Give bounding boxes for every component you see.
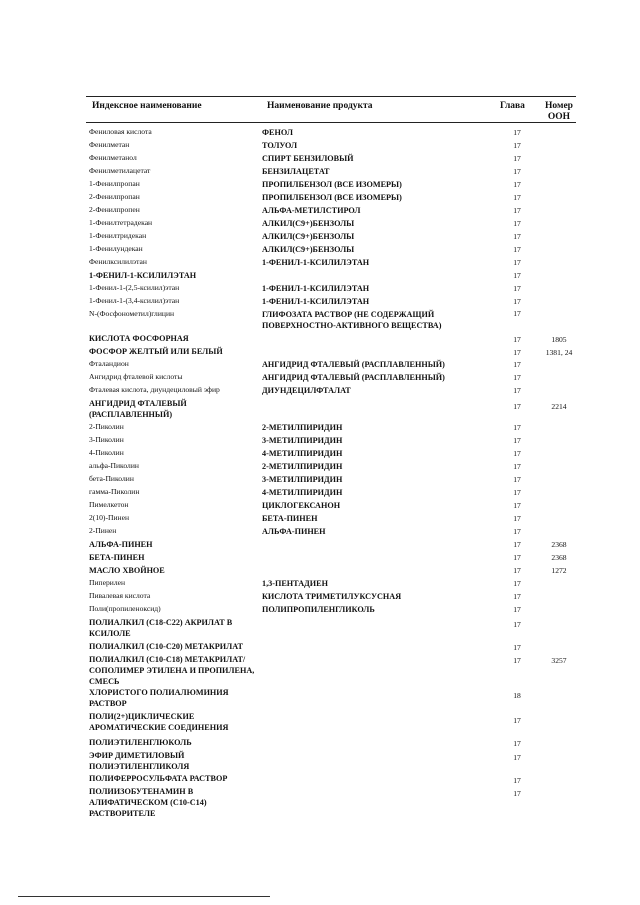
index-name-cell: 3-Пиколин — [89, 435, 124, 444]
index-name-cell: ПОЛИЭТИЛЕНГЛЮКОЛЬ — [89, 738, 192, 747]
chapter-cell: 17 — [513, 449, 521, 458]
chapter-cell: 17 — [513, 540, 521, 549]
index-name-cell: 2-Пинен — [89, 526, 117, 535]
index-name-cell: Фенилксилилэтан — [89, 257, 147, 266]
chapter-cell: 17 — [513, 656, 521, 665]
chapter-cell: 17 — [513, 258, 521, 267]
un-number-cell: 2214 — [551, 402, 567, 411]
chapter-cell: 17 — [513, 579, 521, 588]
index-name-cell: ХЛОРИСТОГО ПОЛИАЛЮМИНИЯ РАСТВОР — [89, 688, 229, 708]
index-name-cell: ЭФИР ДИМЕТИЛОВЫЙ ПОЛИЭТИЛЕНГЛИКОЛЯ — [89, 751, 190, 771]
chapter-cell: 17 — [513, 592, 521, 601]
index-name-cell: гамма-Пиколин — [89, 487, 140, 496]
index-name-cell: 1-Фенилтетрадекан — [89, 218, 153, 227]
product-name-cell: 2-МЕТИЛПИРИДИН — [262, 462, 343, 471]
product-name-cell: АЛКИЛ(С9+)БЕНЗОЛЫ — [262, 232, 355, 241]
index-name-cell: АЛЬФА-ПИНЕН — [89, 540, 153, 549]
product-name-cell: 3-МЕТИЛПИРИДИН — [262, 436, 343, 445]
chapter-cell: 17 — [513, 193, 521, 202]
product-name-cell: СПИРТ БЕНЗИЛОВЫЙ — [262, 154, 354, 163]
index-name-cell: 1-Фенил-1-(3,4-ксилил)этан — [89, 296, 180, 305]
index-name-cell: Фталевая кислота, диундециловый эфир — [89, 385, 220, 394]
index-name-cell: МАСЛО ХВОЙНОЕ — [89, 566, 165, 575]
index-name-cell: 1-Фенилундекан — [89, 244, 143, 253]
chapter-cell: 17 — [513, 527, 521, 536]
product-name-cell: ПРОПИЛБЕНЗОЛ (ВСЕ ИЗОМЕРЫ) — [262, 193, 402, 202]
chapter-cell: 17 — [513, 128, 521, 137]
header-un-number: Номер ООН — [545, 101, 573, 122]
product-name-cell: 1-ФЕНИЛ-1-КСИЛИЛЭТАН — [262, 284, 370, 293]
product-name-cell: ФЕНОЛ — [262, 128, 293, 137]
index-name-cell: Пиперилен — [89, 578, 126, 587]
header-bottom-rule — [86, 122, 576, 123]
product-name-cell: БЕТА-ПИНЕН — [262, 514, 318, 523]
header-product-name: Наименование продукта — [267, 101, 373, 111]
index-name-cell: N-(Фосфонометил)глицин — [89, 309, 175, 318]
chapter-cell: 17 — [513, 271, 521, 280]
header-chapter: Глава — [500, 101, 525, 111]
index-name-cell: Пимелкетон — [89, 500, 129, 509]
product-name-cell: 2-МЕТИЛПИРИДИН — [262, 423, 343, 432]
un-number-cell: 1805 — [551, 335, 567, 344]
index-name-cell: Ангидрид фталевой кислоты — [89, 372, 183, 381]
chapter-cell: 17 — [513, 206, 521, 215]
chapter-cell: 17 — [513, 309, 521, 318]
chapter-cell: 17 — [513, 643, 521, 652]
chapter-cell: 17 — [513, 180, 521, 189]
product-name-cell: АНГИДРИД ФТАЛЕВЫЙ (РАСПЛАВЛЕННЫЙ) — [262, 373, 445, 382]
product-name-cell: ПОЛИПРОПИЛЕНГЛИКОЛЬ — [262, 605, 375, 614]
product-name-cell: ЦИКЛОГЕКСАНОН — [262, 501, 341, 510]
index-name-cell: 1-Фенилтридекан — [89, 231, 147, 240]
chapter-cell: 17 — [513, 566, 521, 575]
chapter-cell: 17 — [513, 297, 521, 306]
index-name-cell: ПОЛИАЛКИЛ (С10-С20) МЕТАКРИЛАТ — [89, 642, 243, 651]
chapter-cell: 17 — [513, 154, 521, 163]
header-top-rule — [86, 96, 576, 97]
un-number-cell: 2368 — [551, 553, 567, 562]
chapter-cell: 17 — [513, 232, 521, 241]
index-name-cell: 1-ФЕНИЛ-1-КСИЛИЛЭТАН — [89, 271, 197, 280]
un-number-cell: 2368 — [551, 540, 567, 549]
index-name-cell: КИСЛОТА ФОСФОРНАЯ — [89, 334, 189, 343]
product-name-cell: 1-ФЕНИЛ-1-КСИЛИЛЭТАН — [262, 297, 370, 306]
chapter-cell: 17 — [513, 789, 521, 798]
product-name-cell: 4-МЕТИЛПИРИДИН — [262, 488, 343, 497]
chapter-cell: 17 — [513, 373, 521, 382]
chapter-cell: 17 — [513, 141, 521, 150]
chapter-cell: 17 — [513, 402, 521, 411]
index-name-cell: Фениловая кислота — [89, 127, 152, 136]
index-name-cell: 1-Фенил-1-(2,5-ксилил)этан — [89, 283, 180, 292]
un-number-cell: 1381, 24 — [545, 348, 573, 357]
index-name-cell: АНГИДРИД ФТАЛЕВЫЙ (РАСПЛАВЛЕННЫЙ) — [89, 399, 187, 419]
index-name-cell: бета-Пиколин — [89, 474, 134, 483]
product-name-cell: АЛЬФА-ПИНЕН — [262, 527, 326, 536]
product-name-cell: КИСЛОТА ТРИМЕТИЛУКСУСНАЯ — [262, 592, 402, 601]
chapter-cell: 17 — [513, 753, 521, 762]
product-name-cell: ТОЛУОЛ — [262, 141, 298, 150]
chapter-cell: 17 — [513, 739, 521, 748]
un-number-cell: 3257 — [551, 656, 567, 665]
index-name-cell: ПОЛИ(2+)ЦИКЛИЧЕСКИЕ АРОМАТИЧЕСКИЕ СОЕДИНЕНИЯ — [89, 712, 229, 732]
chapter-cell: 17 — [513, 436, 521, 445]
chapter-cell: 18 — [513, 691, 521, 700]
chapter-cell: 17 — [513, 475, 521, 484]
product-name-cell: 3-МЕТИЛПИРИДИН — [262, 475, 343, 484]
index-name-cell: ПОЛИФЕРРОСУЛЬФАТА РАСТВОР — [89, 774, 228, 783]
chapter-cell: 17 — [513, 386, 521, 395]
index-name-cell: ФОСФОР ЖЕЛТЫЙ ИЛИ БЕЛЫЙ — [89, 347, 223, 356]
product-name-cell: ГЛИФОЗАТА РАСТВОР (НЕ СОДЕРЖАЩИЙ ПОВЕРХНОСТНО-АКТИВНОГО ВЕЩЕСТВА) — [262, 310, 442, 330]
index-name-cell: ПОЛИАЛКИЛ (С10-С18) МЕТАКРИЛАТ/ СОПОЛИМЕР ЭТИЛЕНА И ПРОПИЛЕНА, СМЕСЬ — [89, 655, 255, 686]
footnote-rule — [18, 896, 270, 897]
product-name-cell: ДИУНДЕЦИЛФТАЛАТ — [262, 386, 351, 395]
un-number-cell: 1272 — [551, 566, 567, 575]
chapter-cell: 17 — [513, 284, 521, 293]
chapter-cell: 17 — [513, 167, 521, 176]
index-name-cell: 2(10)-Пинен — [89, 513, 130, 522]
index-name-cell: 2-Фенилпропан — [89, 192, 140, 201]
index-name-cell: 4-Пиколин — [89, 448, 124, 457]
chapter-cell: 17 — [513, 245, 521, 254]
index-name-cell: Фенилметанол — [89, 153, 137, 162]
index-name-cell: 2-Пиколин — [89, 422, 124, 431]
chapter-cell: 17 — [513, 335, 521, 344]
index-name-cell: ПОЛИАЛКИЛ (С18-С22) АКРИЛАТ В КСИЛОЛЕ — [89, 618, 233, 638]
index-name-cell: Фталандион — [89, 359, 129, 368]
chapter-cell: 17 — [513, 423, 521, 432]
chapter-cell: 17 — [513, 488, 521, 497]
product-name-cell: 1,3-ПЕНТАДИЕН — [262, 579, 328, 588]
index-name-cell: ПОЛИИЗОБУТЕНАМИН В АЛИФАТИЧЕСКОМ (С10-С14) РАСТВОРИТЕЛЕ — [89, 787, 207, 818]
chapter-cell: 17 — [513, 776, 521, 785]
product-name-cell: 4-МЕТИЛПИРИДИН — [262, 449, 343, 458]
product-name-cell: АЛКИЛ(С9+)БЕНЗОЛЫ — [262, 245, 355, 254]
chapter-cell: 17 — [513, 553, 521, 562]
chapter-cell: 17 — [513, 219, 521, 228]
product-name-cell: 1-ФЕНИЛ-1-КСИЛИЛЭТАН — [262, 258, 370, 267]
chapter-cell: 17 — [513, 716, 521, 725]
chapter-cell: 17 — [513, 348, 521, 357]
chapter-cell: 17 — [513, 620, 521, 629]
header-index-name: Индексное наименование — [92, 101, 202, 111]
index-name-cell: альфа-Пиколин — [89, 461, 139, 470]
product-name-cell: ПРОПИЛБЕНЗОЛ (ВСЕ ИЗОМЕРЫ) — [262, 180, 402, 189]
chapter-cell: 17 — [513, 514, 521, 523]
index-name-cell: Поли(пропиленоксид) — [89, 604, 161, 613]
chapter-cell: 17 — [513, 605, 521, 614]
product-name-cell: БЕНЗИЛАЦЕТАТ — [262, 167, 330, 176]
chapter-cell: 17 — [513, 360, 521, 369]
index-name-cell: 2-Фенилпропен — [89, 205, 140, 214]
product-name-cell: АНГИДРИД ФТАЛЕВЫЙ (РАСПЛАВЛЕННЫЙ) — [262, 360, 445, 369]
chapter-cell: 17 — [513, 501, 521, 510]
product-name-cell: АЛЬФА-МЕТИЛСТИРОЛ — [262, 206, 361, 215]
index-name-cell: 1-Фенилпропан — [89, 179, 140, 188]
chapter-cell: 17 — [513, 462, 521, 471]
index-name-cell: Пивалевая кислота — [89, 591, 151, 600]
index-name-cell: Фенилметан — [89, 140, 130, 149]
index-name-cell: БЕТА-ПИНЕН — [89, 553, 145, 562]
index-name-cell: Фенилметилацетат — [89, 166, 151, 175]
product-name-cell: АЛКИЛ(С9+)БЕНЗОЛЫ — [262, 219, 355, 228]
